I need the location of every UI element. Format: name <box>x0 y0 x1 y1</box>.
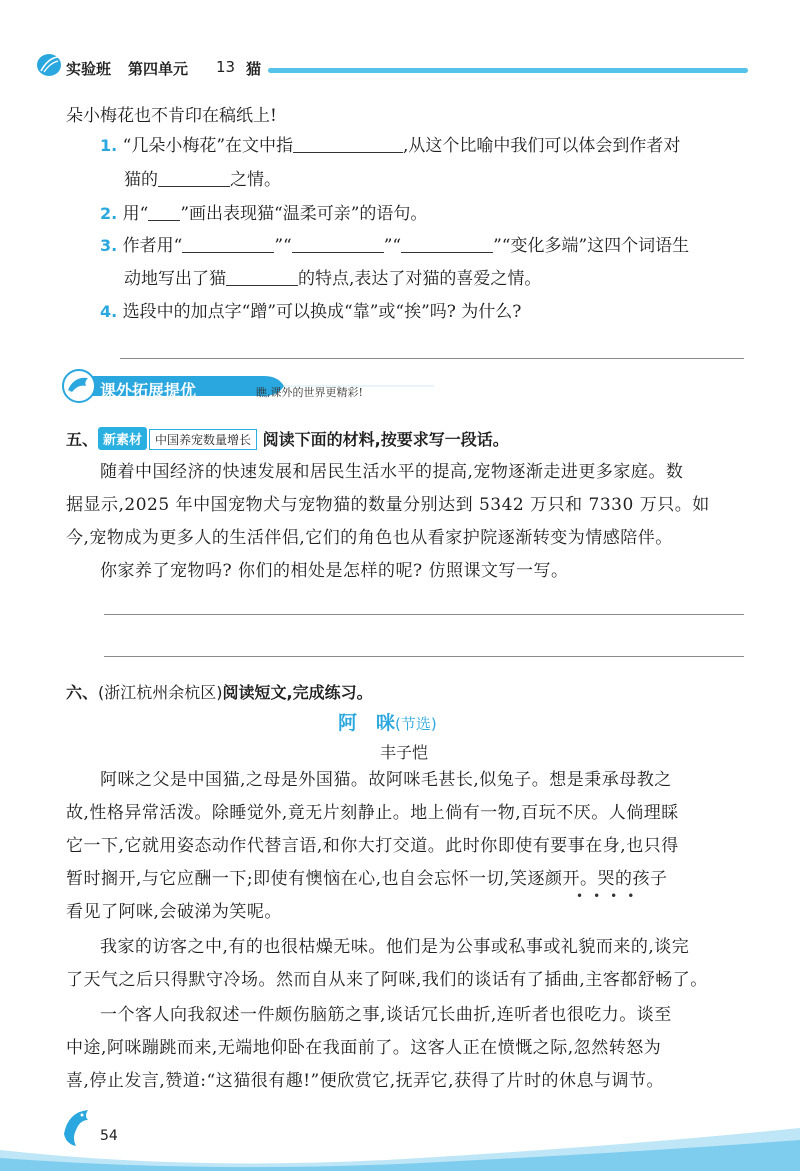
new-material-tag: 新素材 <box>98 427 147 450</box>
section-5-line: 随着中国经济的快速发展和居民生活水平的提高,宠物逐渐走进更多家庭。数 <box>100 462 684 482</box>
blank[interactable] <box>182 252 274 253</box>
question-1: 1. “几朵小梅花”在文中指 ,从这个比喻中我们可以体会到作者对 <box>100 136 681 156</box>
passage-line: 中途,阿咪蹦跳而来,无端地仰卧在我面前了。这客人正在愤慨之际,忽然转怒为 <box>66 1038 662 1058</box>
header-lesson-number: 13 <box>216 58 236 76</box>
blank[interactable] <box>401 252 493 253</box>
passage-line: 一个客人向我叙述一件颇伤脑筋之事,谈话冗长曲折,连听者也很吃力。谈至 <box>100 1005 672 1025</box>
header-unit: 第四单元 <box>128 60 189 78</box>
passage-title: 阿 咪(节选) <box>338 712 437 734</box>
leaf-logo-icon <box>36 52 62 78</box>
passage-line: 看见了阿咪,会破涕为笑呢。 <box>66 902 282 922</box>
question-4-number: 4. <box>100 302 118 321</box>
question-2-number: 2. <box>100 204 118 223</box>
question-3-number: 3. <box>100 236 118 255</box>
section-5-line: 你家养了宠物吗? 你们的相处是怎样的呢? 仿照课文写一写。 <box>100 561 569 581</box>
answer-line[interactable] <box>120 358 744 359</box>
question-3-line-2: 动地写出了猫 的特点,表达了对猫的喜爱之情。 <box>124 269 542 289</box>
emphasis-dots: •••• <box>576 889 645 903</box>
blank[interactable] <box>292 252 384 253</box>
section-5-heading: 五、 新素材 中国养宠数量增长 阅读下面的材料,按要求写一段话。 <box>66 427 509 450</box>
answer-line[interactable] <box>104 614 744 615</box>
extension-subtitle: 瞧,课外的世界更精彩! <box>256 386 363 399</box>
passage-line: 阿咪之父是中国猫,之母是外国猫。故阿咪毛甚长,似兔子。想是秉承母教之 <box>100 770 672 790</box>
header-bar <box>268 68 748 73</box>
page-number: 54 <box>100 1128 118 1144</box>
passage-line: 我家的访客之中,有的也很枯燥无味。他们是为公事或私事或礼貌而来的,谈完 <box>100 937 690 957</box>
section-5-line: 今,宠物成为更多人的生活伴侣,它们的角色也从看家护院逐渐转变为情感陪伴。 <box>66 528 673 548</box>
passage-title-note: (节选) <box>395 715 437 733</box>
question-1-number: 1. <box>100 136 118 155</box>
header-series: 实验班 <box>66 60 112 78</box>
blank[interactable] <box>293 152 403 153</box>
passage-continuation: 朵小梅花也不肯印在稿纸上! <box>66 106 277 126</box>
footer-wave <box>0 1128 800 1171</box>
question-1-line-2: 猫的 之情。 <box>124 170 281 190</box>
section-6-source: (浙江杭州余杭区) <box>98 683 223 702</box>
header-lesson-title: 猫 <box>246 60 262 78</box>
section-6-heading: 六、(浙江杭州余杭区)阅读短文,完成练习。 <box>66 683 373 702</box>
blank[interactable] <box>226 285 298 286</box>
section-5-instruction: 阅读下面的材料,按要求写一段话。 <box>262 430 509 449</box>
passage-line: 喜,停止发言,赞道:“这猫很有趣!”便欣赏它,抚弄它,获得了片时的休息与调节。 <box>66 1071 665 1091</box>
blank[interactable] <box>148 220 180 221</box>
passage-line: 故,性格异常活泼。除睡觉外,竟无片刻静止。地上倘有一物,百玩不厌。人倘理睬 <box>66 803 679 823</box>
section-6-instruction: 阅读短文,完成练习。 <box>222 683 373 702</box>
blank[interactable] <box>158 186 230 187</box>
passage-line: 了天气之后只得默守冷场。然而自从来了阿咪,我们的谈话有了插曲,主客都舒畅了。 <box>66 970 708 990</box>
answer-line[interactable] <box>104 656 744 657</box>
question-2: 2. 用“ ”画出表现猫“温柔可亲”的语句。 <box>100 204 428 224</box>
dolphin-badge-icon <box>60 368 98 404</box>
extension-title: 课外拓展提优 <box>100 381 197 400</box>
passage-line: 暂时搁开,与它应酬一下;即使有懊恼在心,也自会忘怀一切,笑逐颜开。哭的孩子 <box>66 869 668 889</box>
passage-author: 丰子恺 <box>380 743 429 762</box>
question-4: 4. 选段中的加点字“蹭”可以换成“靠”或“挨”吗? 为什么? <box>100 302 522 322</box>
passage-line: 它一下,它就用姿态动作代替言语,和你大打交道。此时你即使有要事在身,也只得 <box>66 836 679 856</box>
question-3: 3. 作者用“ ”“ ”“ ”“变化多端”这四个词语生 <box>100 236 690 256</box>
dolphin-icon <box>58 1104 100 1150</box>
topic-tag: 中国养宠数量增长 <box>149 429 257 450</box>
section-5-line: 据显示,2025 年中国宠物犬与宠物猫的数量分别达到 5342 万只和 7330 万只。如 <box>66 495 710 515</box>
